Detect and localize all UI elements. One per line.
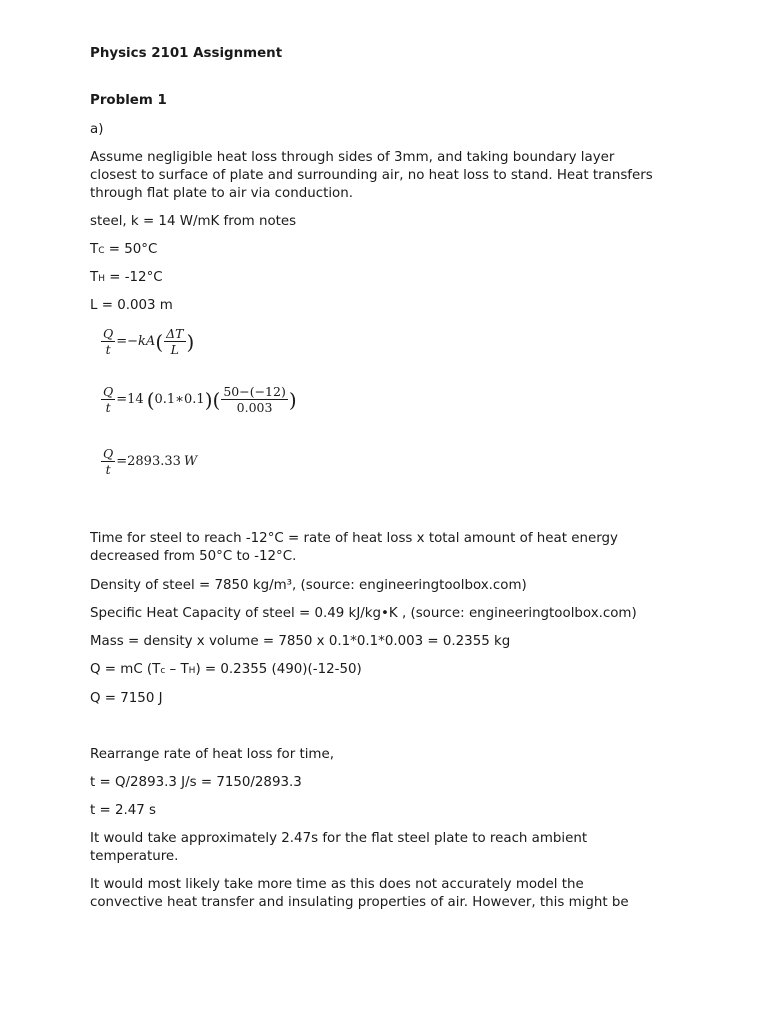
fraction-q-over-t — [101, 326, 115, 357]
tc-value — [90, 241, 157, 260]
th-symbol: T — [90, 270, 99, 285]
time-line: decreased from 50°C to -12°C. — [90, 549, 297, 564]
t-value-line: t = 2.47 s — [90, 803, 157, 818]
th-rest: = -12°C — [104, 270, 163, 285]
left-paren: ( — [212, 387, 221, 412]
fraction-numerator: Q — [103, 384, 114, 399]
equation-heat-rate — [100, 326, 194, 357]
equation-unit: W — [183, 454, 198, 469]
density-line: Density of steel = 7850 kg/m³, (source: engineeringtoolbox.com) — [90, 578, 527, 593]
q-equation-sub2: H — [188, 666, 196, 676]
right-paren: ) — [288, 387, 297, 412]
q-value-line: Q = 7150 J — [90, 691, 163, 706]
steel-conductivity: steel, k = 14 W/mK from notes — [90, 214, 297, 229]
time-paragraph — [90, 530, 680, 566]
assumption-line: closest to surface of plate and surrounding air, no heat loss to stand. Heat transfers — [90, 168, 653, 183]
equation-term: =2893.33 — [116, 454, 181, 469]
q-equation-end: ) = 0.2355 (490)(-12-50) — [195, 662, 362, 677]
document-title: Physics 2101 Assignment — [90, 46, 283, 61]
fraction-denominator: t — [105, 400, 111, 415]
approx-line: temperature. — [90, 849, 179, 864]
th-subscript: H — [98, 274, 105, 284]
q-equation-line — [90, 661, 362, 680]
fraction-numerator: Q — [103, 446, 114, 461]
part-label: a) — [90, 122, 104, 137]
mass-line: Mass = density x volume = 7850 x 0.1*0.1*0.003 = 0.2355 kg — [90, 634, 511, 649]
fraction-denominator: t — [105, 342, 111, 357]
likely-line: It would most likely take more time as this does not accurately model the — [90, 877, 584, 892]
q-equation-mid: – T — [165, 662, 189, 677]
right-paren: ) — [204, 387, 213, 412]
fraction-numerator: ΔT — [166, 326, 184, 341]
assumption-line: through flat plate to air via conduction. — [90, 186, 353, 201]
time-line: Time for steel to reach -12°C = rate of heat loss x total amount of heat energy — [90, 531, 618, 546]
left-paren: ( — [155, 329, 164, 354]
fraction-denominator: t — [105, 462, 111, 477]
fraction-numerator: 50−(−12) — [223, 384, 286, 399]
right-paren: ) — [186, 329, 195, 354]
problem-heading: Problem 1 — [90, 93, 167, 108]
assumption-line: Assume negligible heat loss through sides of 3mm, and taking boundary layer — [90, 150, 615, 165]
q-equation-sub1: c — [160, 666, 166, 676]
equation-substituted — [100, 384, 297, 415]
fraction-delta-t-over-l — [164, 326, 185, 357]
equation-term: =14 — [116, 392, 144, 407]
fraction-denominator: 0.003 — [236, 400, 273, 415]
assumption-paragraph — [90, 149, 680, 203]
fraction-q-over-t — [101, 384, 115, 415]
tc-symbol: T — [90, 242, 99, 257]
fraction-numerator: Q — [103, 326, 114, 341]
heat-capacity-line: Specific Heat Capacity of steel = 0.49 kJ/kg•K , (source: engineeringtoolbox.com) — [90, 606, 637, 621]
fraction-temp-over-thickness — [221, 384, 288, 415]
equation-term: =−kA — [116, 334, 156, 349]
rearrange-line: Rearrange rate of heat loss for time, — [90, 747, 334, 762]
approx-paragraph — [90, 830, 680, 866]
fraction-q-over-t — [101, 446, 115, 477]
approx-line: It would take approximately 2.47s for the flat steel plate to reach ambient — [90, 831, 588, 846]
tc-subscript: C — [98, 246, 105, 256]
area-term: 0.1∗0.1 — [154, 392, 205, 407]
tc-rest: = 50°C — [104, 242, 158, 257]
thickness-value: L = 0.003 m — [90, 298, 173, 313]
likely-paragraph — [90, 876, 680, 912]
fraction-denominator: L — [170, 342, 179, 357]
left-paren: ( — [146, 387, 155, 412]
equation-result — [100, 446, 197, 477]
t-equation-line: t = Q/2893.3 J/s = 7150/2893.3 — [90, 775, 302, 790]
likely-line: convective heat transfer and insulating properties of air. However, this might be — [90, 895, 629, 910]
q-equation-start: Q = mC (T — [90, 662, 161, 677]
th-value — [90, 269, 163, 288]
